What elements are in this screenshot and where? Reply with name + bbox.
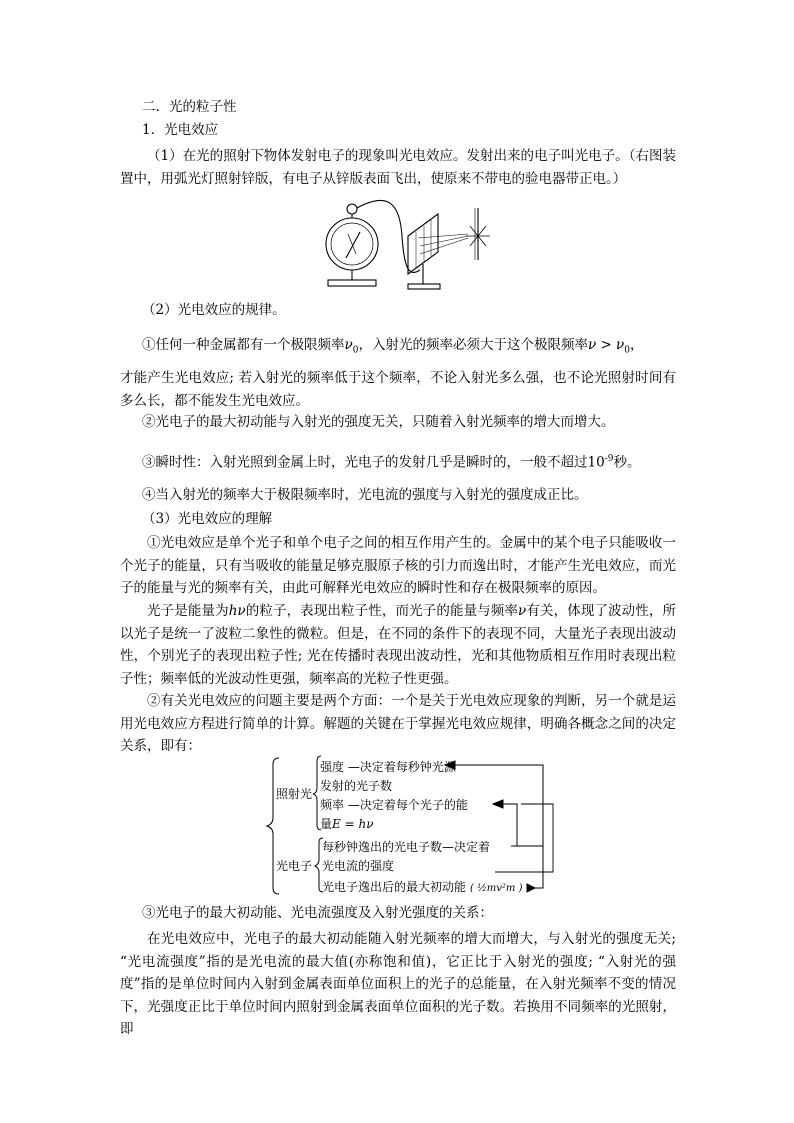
arrow-line-2 — [535, 846, 543, 888]
understanding-5: 在光电效应中，光电子的最大初动能随入射光频率的增大而增大，与入射光的强度无关; “光电流强度”指的是光电流的最大值(亦称饱和值)，它正比于入射光的强度; “入射光的强度”指的是单位时间内入射到金属表面单位面积上的光子的总能量，在入射光频率不变的情况下，光强度正比于单位时间内照射到金属表面单位面积的光子数。若换用不同频率的光照射，即 — [120, 931, 676, 1037]
understanding-4: ③光电子的最大初动能、光电流强度及入射光强度的关系： — [142, 905, 493, 921]
electron-label: 光电子 — [276, 859, 313, 873]
electroscope-knob — [347, 204, 357, 214]
rule-1-line: ①任何一种金属都有一个极限频率$\nu_0$，入射光的频率必须大于这个极限频率$\nu > \nu_0$， — [142, 337, 644, 356]
section-title: 二．光的粒子性 — [142, 99, 237, 115]
rule-3: ③瞬时性：入射光照到金属上时，光电子的发射几乎是瞬时的，一般不超过$10^{-9}$秒。 — [142, 454, 641, 471]
diagram-line-intensity: 强度 —决定着每秒钟光源 — [320, 760, 456, 774]
diagram-line-energy: 量E = hν — [320, 817, 374, 831]
light-label: 照射光 — [276, 787, 313, 801]
rule-2: ②光电子的最大初动能与入射光的强度无关，只随着入射光频率的增大而增大。 — [142, 414, 615, 430]
diagram-line-count: 每秒钟逸出的光电子数—决定着 — [322, 840, 491, 854]
rules-title: （2）光电效应的规律。 — [142, 302, 286, 318]
connecting-wire — [357, 200, 420, 272]
electroscope-figure — [320, 196, 500, 296]
arc-spark — [466, 224, 490, 248]
diagram-line-frequency: 频率 —决定着每个光子的能 — [320, 798, 468, 812]
paragraph-definition: （1）在光的照射下物体发射电子的现象叫光电效应。发射出来的电子叫光电子。（右图装置中，用弧光灯照射锌版，有电子从锌版表面飞出，使原来不带电的验电器带正电。） — [120, 148, 676, 187]
diagram-line-kinetic: 光电子逸出后的最大初动能 ( ½mv²m ) — [322, 880, 523, 894]
rule-1-continued: 才能产生光电效应; 若入射光的频率低于这个频率，不论入射光多么强，也不论光照射时间有多么长，都不能发生光电效应。 — [120, 370, 676, 409]
understanding-3: ②有关光电效应的问题主要是两个方面：一个是关于光电效应现象的判断，另一个就是运用光电效应方程进行简单的计算。解题的关键在于掌握光电效应规律，明确各概念之间的决定关系，即有： — [120, 693, 676, 754]
understanding-title: （3）光电效应的理解 — [142, 511, 273, 527]
arrow-line-3 — [501, 804, 517, 846]
section-subtitle: 1．光电效应 — [142, 122, 219, 138]
diagram-line-current: 光电流的强度 — [322, 859, 395, 873]
understanding-2: 光子是能量为hν的粒子，表现出粒子性，而光子的能量与频率ν有关，体现了波动性，所以光子是统一了波粒二象性的微粒。但是，在不同的条件下的表现不同，大量光子表现出波动性，个别光子的表现出粒子性; 光在传播时表现出波动性，光和其他物质相互作用时表现出粒子性；频率低的光波动性更强，频率高的光粒子性更强。 — [120, 603, 677, 687]
understanding-1: ①光电效应是单个光子和单个电子之间的相互作用产生的。金属中的某个电子只能吸收一个光子的能量，只有当吸收的能量足够克服原子核的引力而逸出时，才能产生光电效应，而光子的能量与光的频率有关，由此可解释光电效应的瞬时性和存在极限频率的原因。 — [120, 535, 676, 596]
arrow-line-4 — [495, 804, 553, 872]
rule-4: ④当入射光的频率大于极限频率时，光电流的强度与入射光的强度成正比。 — [142, 487, 588, 503]
diagram-line-photons: 发射的光子数 — [320, 779, 393, 793]
